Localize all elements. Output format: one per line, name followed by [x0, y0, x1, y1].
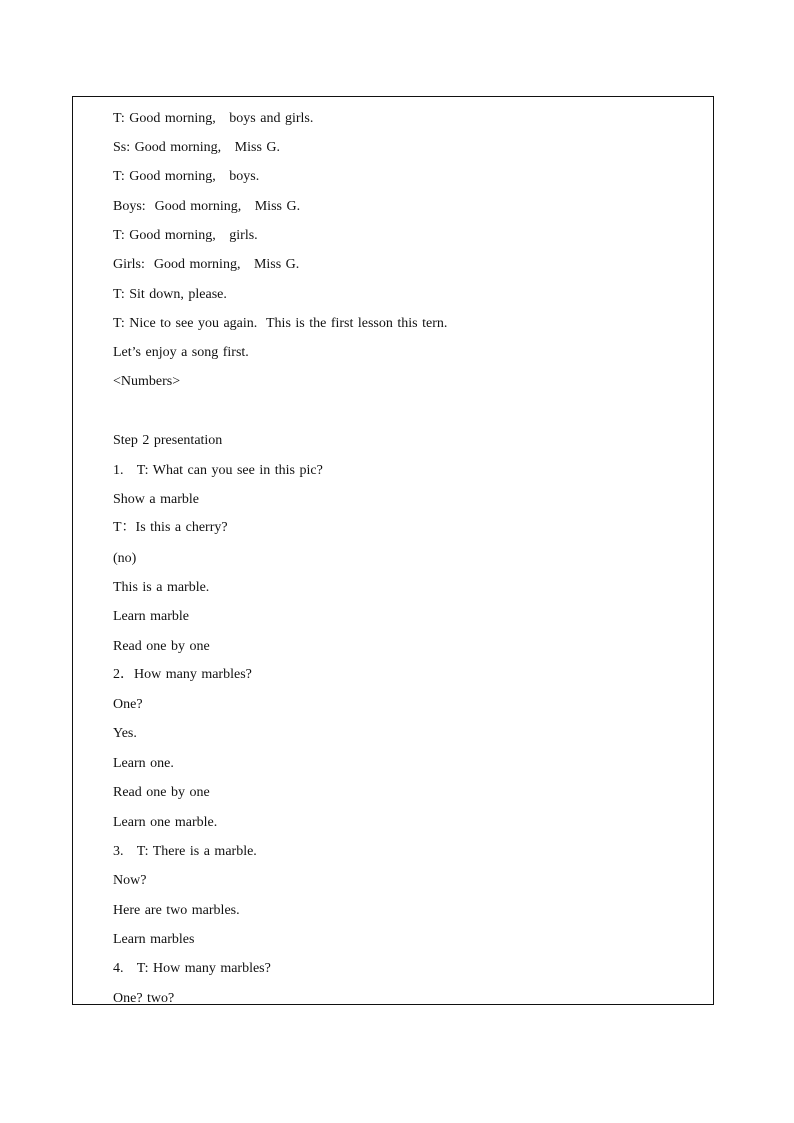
instruction-line: Learn one marble.: [113, 815, 218, 830]
dialogue-line: Girls: Good morning, Miss G.: [113, 257, 300, 272]
dialogue-line: This is a marble.: [113, 580, 210, 595]
dialogue-line: Now?: [113, 873, 147, 888]
dialogue-line: T: Sit down, please.: [113, 287, 227, 302]
instruction-line: Learn one.: [113, 756, 174, 771]
dialogue-line: T: Good morning, boys.: [113, 169, 260, 184]
numbered-item: 4. T: How many marbles?: [113, 961, 271, 976]
song-title: <Numbers>: [113, 374, 181, 389]
instruction-line: Show a marble: [113, 492, 199, 507]
dialogue-line: T: Good morning, boys and girls.: [113, 111, 314, 126]
instruction-line: Read one by one: [113, 785, 210, 800]
lesson-plan-box: [72, 96, 714, 1005]
dialogue-line: Ss: Good morning, Miss G.: [113, 140, 281, 155]
dialogue-line: T: Nice to see you again. This is the first lesson this tern.: [113, 316, 448, 331]
instruction-line: Read one by one: [113, 639, 210, 654]
dialogue-line: One?: [113, 697, 143, 712]
dialogue-line: Boys: Good morning, Miss G.: [113, 199, 301, 214]
response-line: (no): [113, 551, 137, 566]
dialogue-line: Let’s enjoy a song first.: [113, 345, 249, 360]
dialogue-line: T: Good morning, girls.: [113, 228, 258, 243]
step-heading: Step 2 presentation: [113, 433, 223, 448]
instruction-line: Learn marble: [113, 609, 190, 624]
instruction-line: Learn marbles: [113, 932, 195, 947]
dialogue-line: Here are two marbles.: [113, 903, 240, 918]
dialogue-line: One? two?: [113, 991, 175, 1005]
dialogue-line: T：Is this a cherry?: [113, 520, 228, 535]
numbered-item: 3. T: There is a marble.: [113, 844, 257, 859]
dialogue-line: Yes.: [113, 726, 137, 741]
numbered-item: 2．How many marbles?: [113, 667, 252, 682]
numbered-item: 1. T: What can you see in this pic?: [113, 463, 323, 478]
